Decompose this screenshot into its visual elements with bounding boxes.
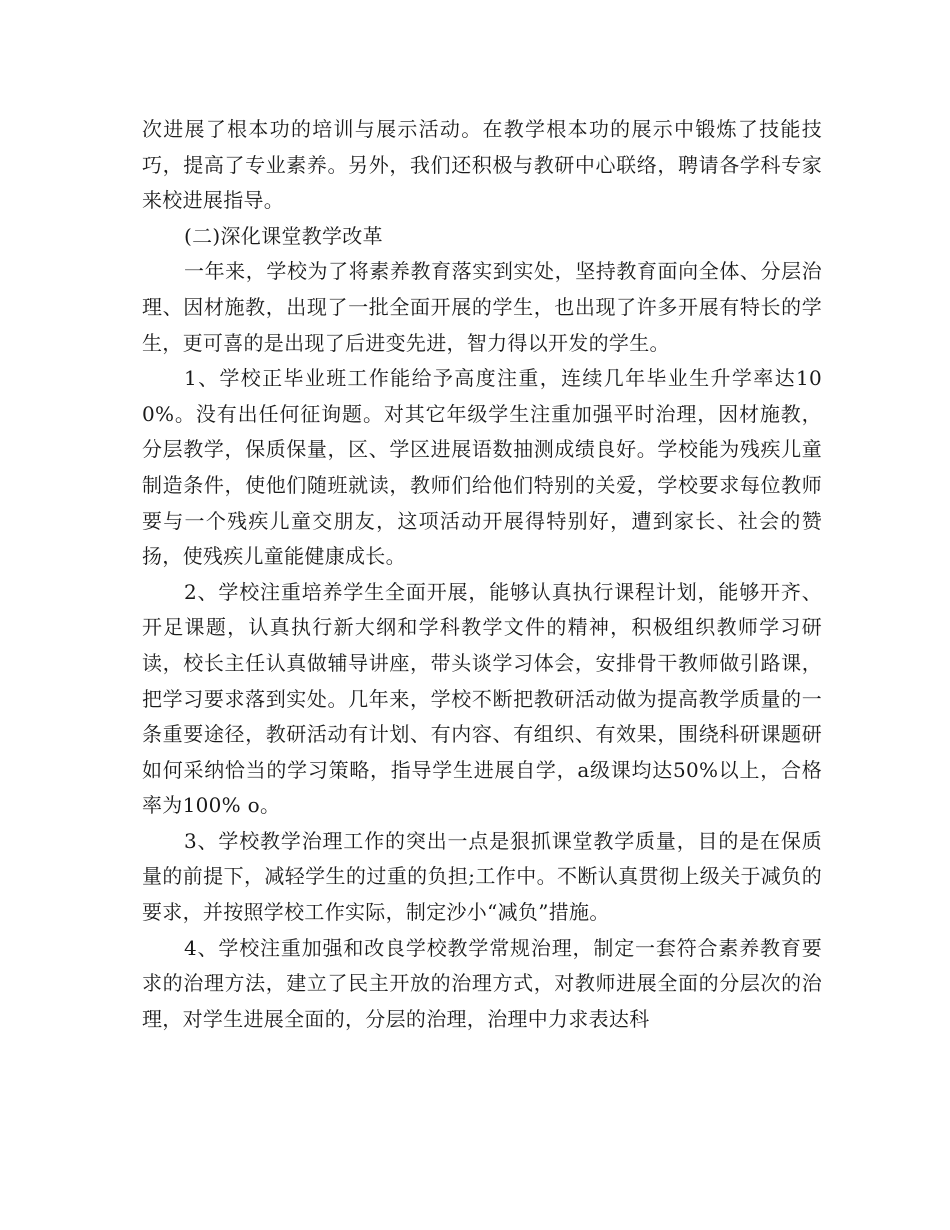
paragraph-item-4: 4、学校注重加强和改良学校教学常规治理，制定一套符合素养教育要求的治理方法，建立了民主开放的治理方式，对教师进展全面的分层次的治理，对学生进展全面的，分层的治理，治理中力求表达科 <box>142 935 822 1031</box>
paragraph-continuation: 次进展了根本功的培训与展示活动。在教学根本功的展示中锻炼了技能技巧，提高了专业素养。另外，我们还积极与教研中心联络，聘请各学科专家来校进展指导。 <box>142 117 822 213</box>
section-heading: (二)深化课堂教学改革 <box>184 223 383 248</box>
paragraph-item-2: 2、学校注重培养学生全面开展，能够认真执行课程计划，能够开齐、开足课题，认真执行新大纲和学科教学文件的精神，积极组织教师学习研读，校长主任认真做辅导讲座，带头谈学习体会，安排骨干教师做引路课，把学习要求落到实处。几年来，学校不断把教研活动做为提高教学质量的一条重要途径，教研活动有计划、有内容、有组织、有效果，围绕科研课题研如何采纳恰当的学习策略，指导学生进展自学，a级课均达50%以上，合格率为100% o。 <box>142 579 822 818</box>
paragraph-item-3: 3、学校教学治理工作的突出一点是狠抓课堂教学质量，目的是在保质量的前提下，减轻学生的过重的负担;工作中。不断认真贯彻上级关于减负的要求，并按照学校工作实际，制定沙小“减负”措施。 <box>142 828 822 925</box>
paragraph-item-1: 1、学校正毕业班工作能给予高度注重，连续几年毕业生升学率达100%。没有出任何征询题。对其它年级学生注重加强平时治理，因材施教，分层教学，保质保量，区、学区进展语数抽测成绩良好。学校能为残疾儿童制造条件，使他们随班就读，教师们给他们特别的关爱，学校要求每位教师要与一个残疾儿童交朋友，这项活动开展得特别好，遭到家长、社会的赞扬，使残疾儿童能健康成长。 <box>142 366 822 569</box>
paragraph-intro: 一年来，学校为了将素养教育落实到实处，坚持教育面向全体、分层治理、因材施教，出现了一批全面开展的学生，也出现了许多开展有特长的学生，更可喜的是出现了后进变先进，智力得以开发的学生。 <box>142 259 822 355</box>
document-body <box>142 112 822 1037</box>
